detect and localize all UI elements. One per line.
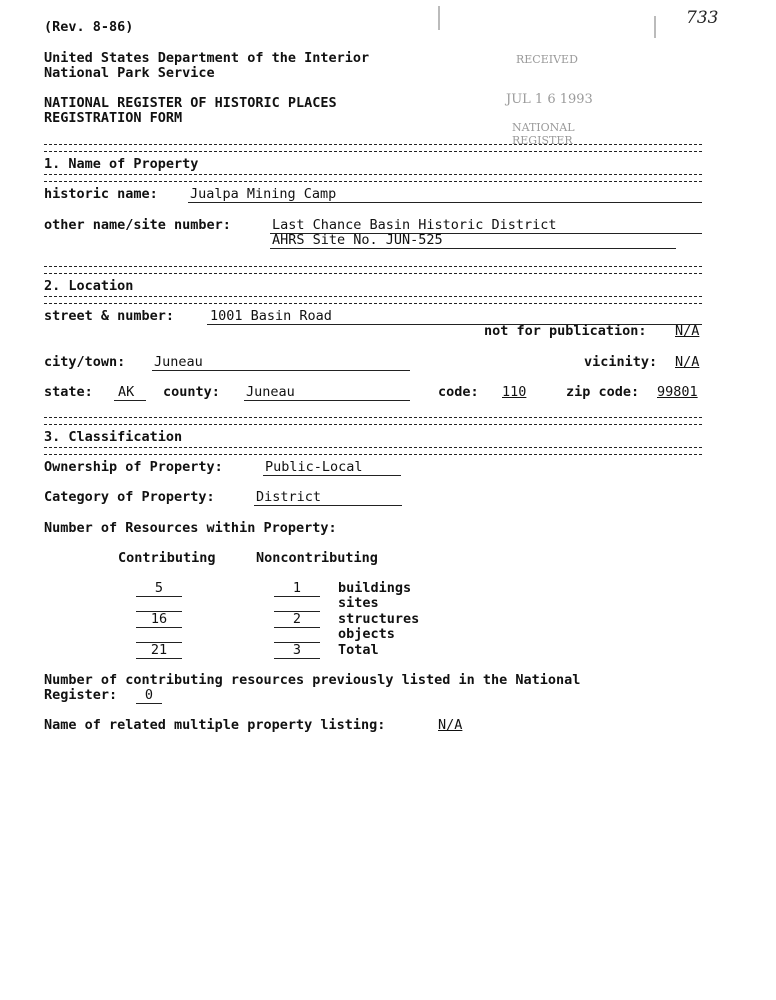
noncontributing-sites xyxy=(274,596,320,612)
register-label: Register: xyxy=(44,687,118,703)
received-stamp: RECEIVED xyxy=(516,53,578,66)
handwritten-number: 733 xyxy=(686,8,719,28)
register-stamp: REGISTER xyxy=(512,134,573,147)
row-label-buildings: buildings xyxy=(338,580,412,596)
separator xyxy=(44,144,702,152)
category-value: District xyxy=(256,489,322,505)
contributing-column-header: Contributing xyxy=(118,550,216,566)
department-name: United States Department of the Interior xyxy=(44,50,370,66)
zip-code-value: 99801 xyxy=(657,384,698,400)
not-for-publication-label: not for publication: xyxy=(484,323,647,339)
city-label: city/town: xyxy=(44,354,126,370)
contributing-structures: 16 xyxy=(136,612,182,628)
row-label-sites: sites xyxy=(338,595,379,611)
section-heading-name: 1. Name of Property xyxy=(44,156,199,172)
noncontributing-structures: 2 xyxy=(274,612,320,628)
field-underline xyxy=(263,475,401,476)
form-title: NATIONAL REGISTER OF HISTORIC PLACES xyxy=(44,95,337,111)
section-heading-location: 2. Location xyxy=(44,278,134,294)
state-label: state: xyxy=(44,384,93,400)
noncontributing-objects xyxy=(274,627,320,643)
revision-label: (Rev. 8-86) xyxy=(44,19,134,35)
field-underline xyxy=(270,248,676,249)
separator xyxy=(44,447,702,455)
city-value: Juneau xyxy=(154,354,203,370)
separator xyxy=(44,417,702,425)
vicinity-value: N/A xyxy=(675,354,700,370)
county-value: Juneau xyxy=(246,384,295,400)
contributing-sites xyxy=(136,596,182,612)
separator xyxy=(44,266,702,274)
scan-mark xyxy=(654,16,656,38)
row-label-objects: objects xyxy=(338,626,395,642)
field-underline xyxy=(254,505,402,506)
code-value: 110 xyxy=(502,384,527,400)
contributing-total: 21 xyxy=(136,643,182,659)
noncontributing-column-header: Noncontributing xyxy=(256,550,378,566)
service-name: National Park Service xyxy=(44,65,215,81)
form-subtitle: REGISTRATION FORM xyxy=(44,110,183,126)
section-heading-classification: 3. Classification xyxy=(44,429,183,445)
other-name-label: other name/site number: xyxy=(44,217,231,233)
other-name-value: Last Chance Basin Historic District xyxy=(272,217,557,233)
code-label: code: xyxy=(438,384,479,400)
category-label: Category of Property: xyxy=(44,489,215,505)
noncontributing-buildings: 1 xyxy=(274,581,320,597)
contributing-buildings: 5 xyxy=(136,581,182,597)
row-label-structures: structures xyxy=(338,611,420,627)
street-value: 1001 Basin Road xyxy=(210,308,332,324)
separator xyxy=(44,296,702,304)
related-listing-label: Name of related multiple property listing: xyxy=(44,717,386,733)
previously-listed-label: Number of contributing resources previously listed in the National xyxy=(44,672,581,688)
field-underline xyxy=(188,202,702,203)
row-label-total: Total xyxy=(338,642,379,658)
national-stamp: NATIONAL xyxy=(512,121,575,134)
site-number-value: AHRS Site No. JUN-525 xyxy=(272,232,443,248)
date-stamp: JUL 1 6 1993 xyxy=(506,92,593,107)
contributing-objects xyxy=(136,627,182,643)
related-listing-value: N/A xyxy=(438,717,463,733)
zip-code-label: zip code: xyxy=(566,384,640,400)
county-label: county: xyxy=(163,384,220,400)
ownership-label: Ownership of Property: xyxy=(44,459,223,475)
separator xyxy=(44,174,702,182)
vicinity-label: vicinity: xyxy=(584,354,658,370)
field-underline xyxy=(244,400,410,401)
scan-mark xyxy=(438,6,440,30)
historic-name-value: Jualpa Mining Camp xyxy=(190,186,337,202)
ownership-value: Public-Local xyxy=(265,459,363,475)
street-label: street & number: xyxy=(44,308,175,324)
not-for-publication-value: N/A xyxy=(675,323,700,339)
field-underline xyxy=(114,400,146,401)
state-value: AK xyxy=(118,384,135,400)
previously-listed-value: 0 xyxy=(136,688,162,704)
historic-name-label: historic name: xyxy=(44,186,158,202)
field-underline xyxy=(152,370,410,371)
resources-label: Number of Resources within Property: xyxy=(44,520,337,536)
noncontributing-total: 3 xyxy=(274,643,320,659)
